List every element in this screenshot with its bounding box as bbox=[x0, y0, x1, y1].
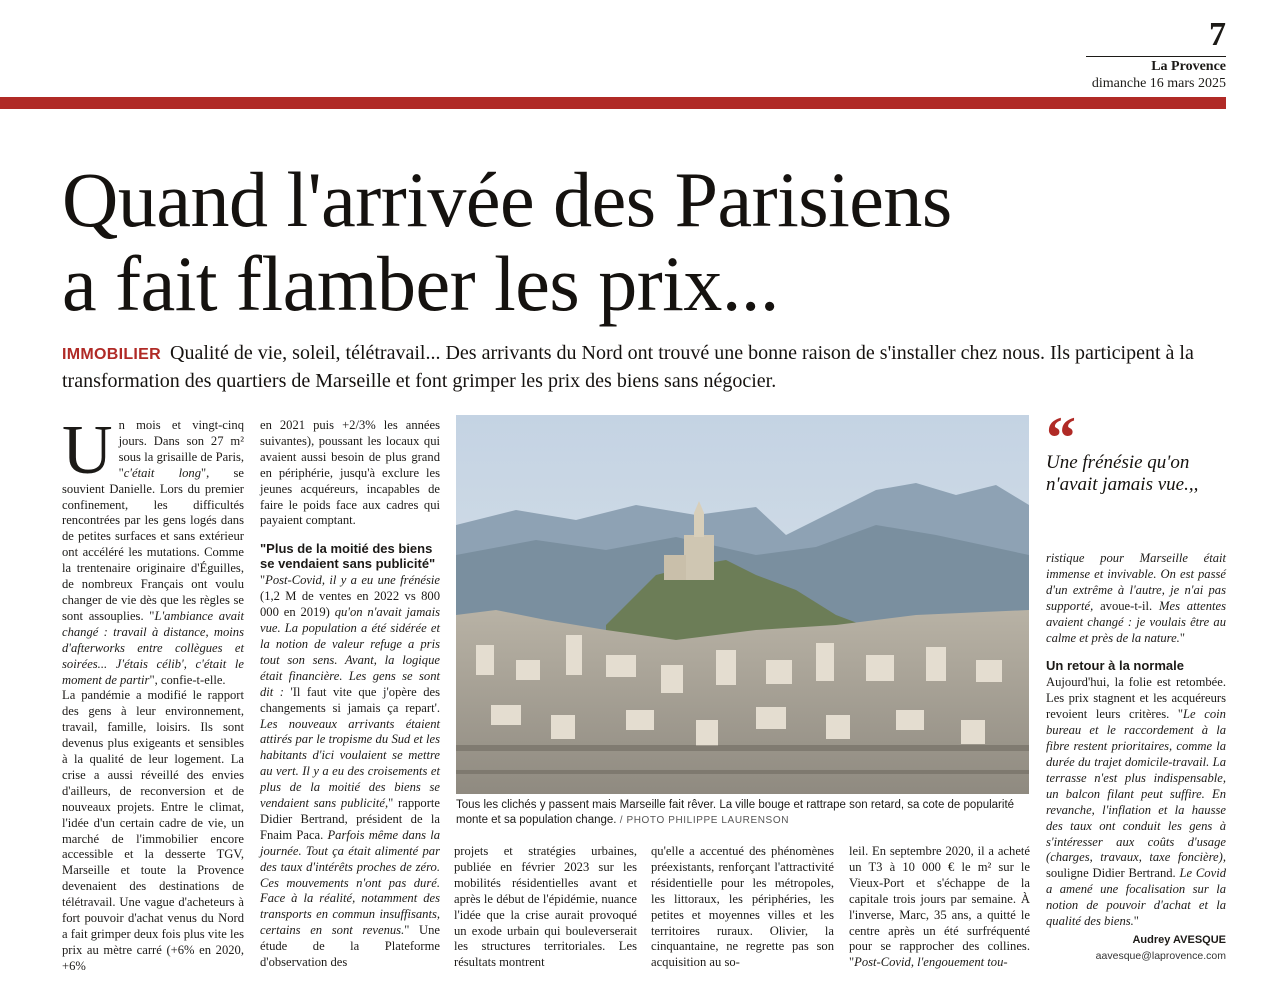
headline-line-1: Quand l'arrivée des Parisiens bbox=[62, 156, 952, 243]
photo-caption bbox=[456, 798, 1029, 828]
body-text: " Une étude de la Plateforme d'observation des bbox=[260, 923, 440, 970]
photo-credit: / PHOTO PHILIPPE LAURENSON bbox=[619, 815, 790, 826]
body-column-3 bbox=[454, 844, 637, 971]
body-quote: Post-Covid, il y a eu une frénésie bbox=[265, 573, 440, 588]
body-quote: Les nouveaux arrivants étaient attirés par le tropisme du Sud et les habitants d'ici voulaient se mettre au vert. Il y a eu des croisements et plus de la moitié des biens se vendaient sans publicité, bbox=[260, 716, 440, 811]
body-quote: Mes attentes avaient changé : je voulais être au calme et près de la nature. bbox=[1046, 598, 1226, 645]
body-text: leil. En septembre 2020, il a acheté un T3 à 10 000 € le m² sur le Vieux-Port et s'échappe de la capitale trois jours par semaine. À l'inverse, Marc, 35 ans, a quitté le centre après un été surfréquenté pour se rapprocher des collines. " bbox=[849, 844, 1030, 970]
body-text: souligne Didier Bertrand. bbox=[1046, 866, 1180, 881]
body-text: Aujourd'hui, la folie est retombée. Les prix stagnent et les acquéreurs revoient leurs critères. " bbox=[1046, 675, 1226, 722]
body-column-5 bbox=[849, 844, 1030, 971]
author-byline: Audrey AVESQUE bbox=[1132, 934, 1226, 946]
newspaper-name: La Provence bbox=[1151, 59, 1226, 74]
body-quote: Parfois même dans la journée. Tout ça était alimenté par des taux d'intérêts proches de zéro. Ces mouvements n'ont pas duré. Face à la réalité, notamment des transports en commun insuffisants, certains en sont revenus. bbox=[260, 827, 440, 938]
standfirst bbox=[62, 340, 1232, 394]
body-text: ", confie-t-elle. bbox=[149, 672, 226, 687]
quote-mark-icon: “ bbox=[1046, 405, 1076, 471]
body-text: " bbox=[1179, 630, 1185, 645]
section-color-bar bbox=[0, 97, 1226, 109]
marseille-photo bbox=[456, 415, 1029, 794]
drop-cap: U bbox=[62, 412, 113, 489]
body-paragraph: qu'elle a accentué des phénomènes préexistants, renforçant l'attractivité résidentielle pour les métropoles, les littoraux, les périphéries, les petites et moyennes villes et les territoires ruraux. Olivier, la cinquantaine, ne regrette pas son acquisition au so- bbox=[651, 844, 834, 970]
body-column-1 bbox=[62, 412, 244, 975]
issue-date: dimanche 16 mars 2025 bbox=[1091, 76, 1226, 91]
author-email: aavesque@laprovence.com bbox=[1095, 950, 1226, 962]
section-kicker: IMMOBILIER bbox=[62, 346, 161, 363]
intertitle: "Plus de la moitié des biens se vendaient sans publicité" bbox=[260, 541, 436, 572]
body-quote: Post-Covid, l'engouement tou- bbox=[854, 955, 1008, 970]
body-paragraph: La pandémie a modifié le rapport des gens à leur environnement, travail, famille, loisirs. Ils sont devenus plus exigeants et sensibles à la qualité de leur logement. La crise a aussi réveillé des envies d'ailleurs, de reconversion et de nouveaux projets. Entre le climat, l'idée d'un certain cadre de vie, un marché de l'immobilier encore accessible et la desserte TGV, Marseille et toute la Provence devenaient des destinations de télétravail. Une vague d'acheteurs à fort pouvoir d'achat venus du Nord a fait grimper deux fois plus vite les prix au mètre carré (+6% en 2020, +6% bbox=[62, 688, 244, 973]
headline bbox=[62, 158, 1222, 326]
body-text: " bbox=[260, 573, 266, 588]
body-text: ", se souvient Danielle. Lors du premier confinement, les difficultés rencontrées par les gens logés dans de petites surfaces et sans extérieur ont accéléré les mutations. Comme la trentenaire originaire d'Éguilles, de nombreux Français ont voulu changer de vie dès que les règles se sont assouplies. " bbox=[62, 465, 244, 623]
body-paragraph: en 2021 puis +2/3% les années suivantes), poussant les locaux qui avaient aussi besoin de plus grand en périphérie, jusqu'à exclure les jeunes acquéreurs, incapables de faire le poids face aux cadres qui payaient comptant. bbox=[260, 418, 440, 528]
body-text: n mois et vingt-cinq jours. Dans son 27 m² sous la grisaille de Paris, " bbox=[118, 418, 244, 480]
header-rule bbox=[1086, 56, 1226, 57]
body-quote: Le Covid a amené une focalisation sur la notion de pouvoir d'achat et la qualité des biens. bbox=[1046, 866, 1226, 929]
body-quote: qu'on n'avait jamais vue. La population a été sidérée et la notion de valeur refuge a pris tout son sens. Avant, la logique était financière. Les gens se sont dit : bbox=[260, 605, 441, 699]
body-text: 'Il faut vite que j'opère des changements si jamais ça repart'. bbox=[260, 684, 441, 715]
body-column-4 bbox=[651, 844, 834, 971]
caption-text: Tous les clichés y passent mais Marseille fait rêver. La ville bouge et rattrape son retard, sa cote de popularité monte et sa population change. bbox=[456, 799, 1015, 826]
body-column-2 bbox=[260, 418, 440, 971]
body-quote: Le coin bureau et le raccordement à la fibre restent prioritaires, comme la durée du trajet domicile-travail. La terrasse n'est plus indispensable, un balcon filant peut suffire. En revanche, l'inflation et la hausse des taux ont conduit les gens à s'intéresser aux coûts d'usage (charges, travaux, taxe foncière), bbox=[1046, 707, 1226, 865]
body-text: " rapporte Didier Bertrand, président de la Fnaim Paca. bbox=[260, 796, 440, 842]
body-quote: L'ambiance avait changé : travail à distance, moins d'afterworks entre collègues et soirées... J'étais célib', c'était le moment de partir bbox=[62, 608, 244, 687]
body-quote: c'était long bbox=[123, 465, 201, 480]
body-column-6 bbox=[1046, 551, 1226, 930]
standfirst-text: Qualité de vie, soleil, télétravail... Des arrivants du Nord ont trouvé une bonne raison de s'installer chez nous. Ils participent à la transformation des quartiers de Marseille et font grimper les prix des biens sans négocier. bbox=[62, 342, 1194, 392]
body-text: " bbox=[1133, 914, 1139, 929]
pull-quote: Une frénésie qu'on n'avait jamais vue.,, bbox=[1046, 452, 1199, 495]
headline-line-2: a fait flamber les prix... bbox=[62, 240, 779, 327]
page-number: 7 bbox=[1209, 16, 1226, 53]
body-paragraph: projets et stratégies urbaines, publiée en février 2023 sur les mobilités résidentielles avant et après le début de l'épidémie, nuance l'idée que la crise aurait provoqué un exode urbain qui bouleverserait les structures territoriales. Les résultats montrent bbox=[454, 844, 637, 970]
body-text: (1,2 M de ventes en 2022 vs 800 000 en 2019) bbox=[260, 589, 440, 620]
body-text: avoue-t-il. bbox=[1093, 598, 1159, 613]
intertitle: Un retour à la normale bbox=[1046, 658, 1184, 674]
body-quote: ristique pour Marseille était immense et invivable. On est passé d'un extrême à l'autre, je n'ai pas supporté, bbox=[1046, 551, 1226, 613]
